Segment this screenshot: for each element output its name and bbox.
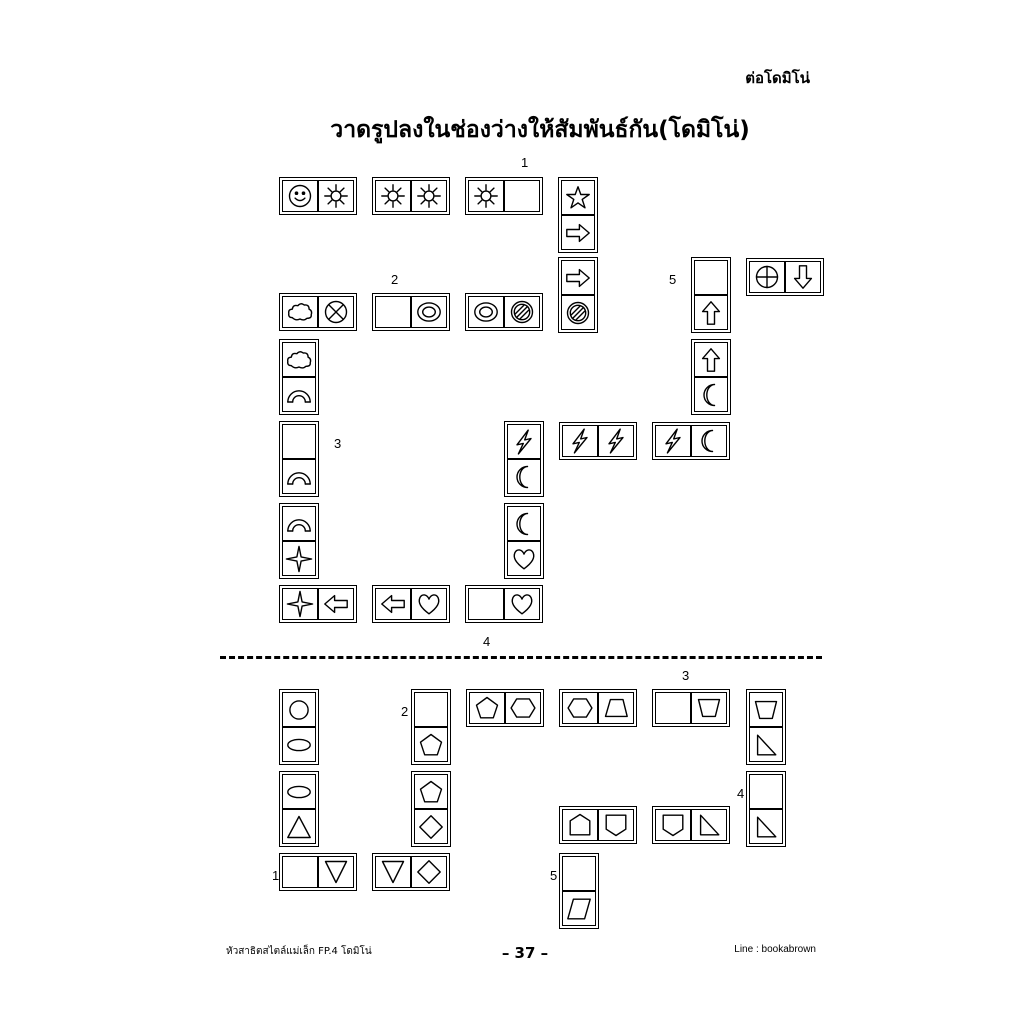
domino [372,293,450,331]
domino-cell [283,343,315,376]
domino [279,177,357,215]
domino-cell [563,890,595,925]
page-title: วาดรูปลงในช่องว่างให้สัมพันธ์กัน(โดมิโน่) [330,117,750,143]
domino-cell [410,857,446,887]
page-number: – 37 – [501,944,549,962]
crescent-icon [695,427,723,455]
domino [279,771,319,847]
trapezoid-icon [602,694,630,722]
puzzle-label: 2 [401,704,409,719]
domino-cell [508,458,540,493]
domino [559,853,599,929]
domino-cell [469,181,503,211]
sparkle-icon [286,590,314,618]
triangle-icon [285,813,313,841]
domino-cell [562,181,594,214]
domino [652,806,730,844]
domino-blank-cell[interactable] [415,693,447,726]
circle-slash-icon [564,299,592,327]
domino-blank-cell[interactable] [695,261,727,294]
sparkle-icon [285,545,313,573]
domino [465,177,543,215]
domino-cell [410,297,446,327]
domino [279,421,319,497]
domino-cell [508,507,540,540]
crescent-icon [697,381,725,409]
domino-cell [317,181,353,211]
domino-blank-cell[interactable] [750,775,782,808]
domino [279,689,319,765]
smiley-icon [286,182,314,210]
domino-cell [750,693,782,726]
sun-icon [415,182,443,210]
inverted-triangle-icon [379,858,407,886]
footer-book-title: หัวสาธิตสไตล์แม่เล็ก FP.4 โดมิโน่ [226,946,372,957]
heart-icon [415,590,443,618]
domino-cell [750,808,782,843]
domino-cell [283,376,315,411]
domino [559,422,637,460]
domino-cell [470,693,504,723]
puzzle-label: 5 [669,272,677,287]
diamond-icon [415,858,443,886]
puzzle-label: 1 [272,868,280,883]
domino [411,771,451,847]
domino-cell [283,589,317,619]
domino [504,421,544,497]
domino-cell [562,294,594,329]
puzzle-label: 5 [550,868,558,883]
domino-cell [283,507,315,540]
domino-cell [283,540,315,575]
domino-cell [415,726,447,761]
right-triangle-icon [695,811,723,839]
domino-cell [410,181,446,211]
arrow-right-icon [564,264,592,292]
domino-cell [504,693,540,723]
domino [746,689,786,765]
domino [465,585,543,623]
domino-blank-cell[interactable] [503,181,539,211]
domino-cell [503,297,539,327]
arrow-up-icon [697,346,725,374]
inverted-trapezoid-icon [752,696,780,724]
domino-cell [376,181,410,211]
shield-icon [659,811,687,839]
domino-cell [695,343,727,376]
domino [279,503,319,579]
pentagon-icon [417,731,445,759]
pentagon-icon [473,694,501,722]
domino-cell [376,589,410,619]
domino-cell [283,458,315,493]
domino [558,177,598,253]
puzzle-label: 4 [483,634,491,649]
domino-cell [562,214,594,249]
domino-cell [410,589,446,619]
heart-icon [510,545,538,573]
ring-icon [415,298,443,326]
hexagon-icon [566,694,594,722]
rainbow-icon [285,463,313,491]
crescent-icon [510,463,538,491]
domino-cell [597,693,633,723]
domino-cell [376,857,410,887]
lightning-icon [659,427,687,455]
section-divider [220,656,822,659]
domino-cell [317,589,353,619]
domino-blank-cell[interactable] [283,425,315,458]
rainbow-icon [285,381,313,409]
inverted-triangle-icon [322,858,350,886]
circle-x-icon [322,298,350,326]
puzzle-label: 2 [391,272,399,287]
domino [691,339,731,415]
puzzle-label: 1 [521,155,529,170]
domino-cell [317,857,353,887]
domino-blank-cell[interactable] [283,857,317,887]
domino-cell [415,808,447,843]
domino [652,422,730,460]
ring-icon [472,298,500,326]
sun-icon [322,182,350,210]
domino [465,293,543,331]
puzzle-label: 4 [737,786,745,801]
domino-cell [695,376,727,411]
domino-cell [508,540,540,575]
domino-cell [562,261,594,294]
domino-blank-cell[interactable] [563,857,595,890]
domino-cell [750,262,784,292]
domino-cell [508,425,540,458]
domino [279,293,357,331]
right-triangle-icon [752,813,780,841]
sun-icon [379,182,407,210]
circle-icon [285,696,313,724]
domino-cell [784,262,820,292]
diamond-icon [417,813,445,841]
domino-cell [695,294,727,329]
lightning-icon [602,427,630,455]
domino [372,853,450,891]
footer-contact: Line : bookabrown [734,944,816,955]
domino-cell [283,775,315,808]
domino-blank-cell[interactable] [469,589,503,619]
cloud-icon [285,346,313,374]
arrow-left-icon [322,590,350,618]
domino-cell [283,181,317,211]
domino-cell [690,693,726,723]
domino-cell [415,775,447,808]
domino [746,771,786,847]
crescent-icon [510,510,538,538]
arrow-left-icon [379,590,407,618]
domino-cell [656,426,690,456]
domino-cell [750,726,782,761]
domino-cell [469,297,503,327]
domino-cell [690,810,726,840]
rainbow-icon [285,510,313,538]
domino-cell [283,726,315,761]
domino [279,853,357,891]
domino [559,806,637,844]
puzzle-label: 3 [334,436,342,451]
ellipse-icon [285,778,313,806]
domino [466,689,544,727]
domino-blank-cell[interactable] [376,297,410,327]
domino-cell [563,810,597,840]
lightning-icon [510,428,538,456]
pentagon-icon [417,778,445,806]
domino [411,689,451,765]
domino [504,503,544,579]
domino-cell [563,693,597,723]
cloud-icon [286,298,314,326]
domino [372,177,450,215]
domino-cell [283,808,315,843]
arrow-right-icon [564,219,592,247]
domino-cell [283,693,315,726]
heart-icon [508,590,536,618]
domino-cell [597,426,633,456]
inverted-trapezoid-icon [695,694,723,722]
ellipse-icon [285,731,313,759]
domino [652,689,730,727]
domino [279,339,319,415]
shield-icon [602,811,630,839]
worksheet-topic: ต่อโดมิโน่ [745,69,810,87]
house-pentagon-icon [566,811,594,839]
domino [558,257,598,333]
domino-cell [503,589,539,619]
parallelogram-icon [565,895,593,923]
right-triangle-icon [752,731,780,759]
domino-cell [317,297,353,327]
domino [372,585,450,623]
domino [559,689,637,727]
arrow-up-icon [697,299,725,327]
domino-cell [563,426,597,456]
circle-slash-icon [508,298,536,326]
domino [691,257,731,333]
domino-blank-cell[interactable] [656,693,690,723]
domino-cell [690,426,726,456]
domino [746,258,824,296]
domino-cell [656,810,690,840]
domino [279,585,357,623]
puzzle-label: 3 [682,668,690,683]
hexagon-icon [509,694,537,722]
sun-icon [472,182,500,210]
lightning-icon [566,427,594,455]
star-icon [564,184,592,212]
domino-cell [283,297,317,327]
domino-cell [597,810,633,840]
circle-plus-icon [753,263,781,291]
arrow-down-icon [789,263,817,291]
